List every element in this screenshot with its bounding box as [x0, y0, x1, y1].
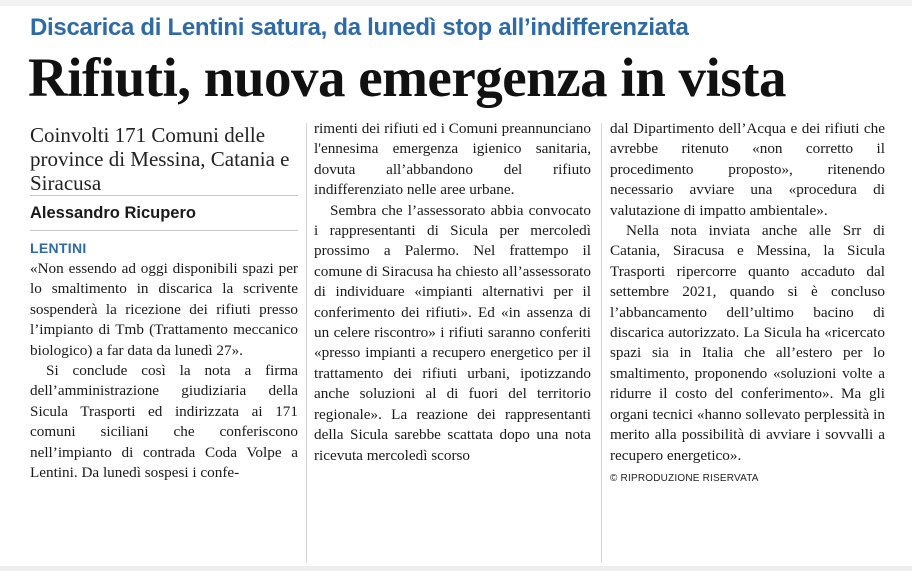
- divider: [30, 195, 298, 196]
- author: Alessandro Ricupero: [30, 204, 196, 222]
- headline: Rifiuti, nuova emergenza in vista: [28, 47, 787, 108]
- column-separator: [601, 123, 602, 563]
- divider: [30, 230, 298, 231]
- paragraph: Sembra che l’assessorato abbia convocato i rappresentanti di Sicula per mercoledì prossimo a Palermo. Nel frattempo il comune di Siracusa ha chiesto all’assessorato di individuare «impianti alternativi per il conferimento dei rifiuti». Ed «in assenza di un celere riscontro» i rifiuti saranno conferiti «presso impianti a recupero energetico per il trattamento dei rifiuti urbani, ipotizzando anche soluzioni al di fuori del territorio regionale». La reazione dei rappresentanti della Sicula sarebbe scattata dopo una nota ricevuta mercoledì scorso: [314, 201, 591, 464]
- paragraph: Si conclude così la nota a firma dell’amministrazione giudiziaria della Sicula Trasporti ed indirizzata ai 171 comuni siciliani che conferiscono nell’impianto di contrada Coda Volpe a Lentini. Da lunedì sospesi i confe-: [30, 362, 298, 482]
- copyright-notice: © RIPRODUZIONE RISERVATA: [610, 472, 759, 484]
- paragraph: «Non essendo ad oggi disponibili spazi per lo smaltimento in discarica la scrivente sospenderà la ricezione dei rifiuti presso l’impianto di Tmb (Trattamento meccanico biologico) a far data da lunedì 27».: [30, 260, 298, 359]
- bottom-edge: [0, 566, 912, 571]
- top-edge: [0, 0, 912, 6]
- summary: Coinvolti 171 Comuni delle province di Messina, Catania e Siracusa: [30, 123, 290, 195]
- paragraph: rimenti dei rifiuti ed i Comuni preannunciano l'ennesima emergenza igienico sanitaria, dovuta all’abbandono del rifiuto indifferenziato nelle aree urbane.: [314, 120, 591, 199]
- column-separator: [306, 123, 307, 563]
- paragraph: dal Dipartimento dell’Acqua e dei rifiuti che avrebbe ritenuto «non corretto il procedimento proposto», ritenendo necessario avviare una «procedura di valutazione di impatto ambientale».: [610, 120, 885, 219]
- kicker: Discarica di Lentini satura, da lunedì stop all’indifferenziata: [30, 14, 689, 41]
- dateline: LENTINI: [30, 240, 87, 256]
- column-2: [314, 119, 591, 466]
- paragraph: Nella nota inviata anche alle Srr di Catania, Siracusa e Messina, la Sicula Trasporti ripercorre quanto accaduto dal settembre 2021, quando si è concluso l’abbancamento dell’ultimo bacino di discarica autorizzato. La Sicula ha «ricercato spazi sia in Italia che all’estero per lo smaltimento, proponendo «soluzioni volte a ridurre il costo del conferimento». Ma gli organi tecnici «hanno sollevato perplessità in merito alla possibilità di avviare i sovvalli a recupero energetico».: [610, 222, 885, 464]
- column-1: [30, 123, 298, 483]
- column-3: [610, 119, 885, 486]
